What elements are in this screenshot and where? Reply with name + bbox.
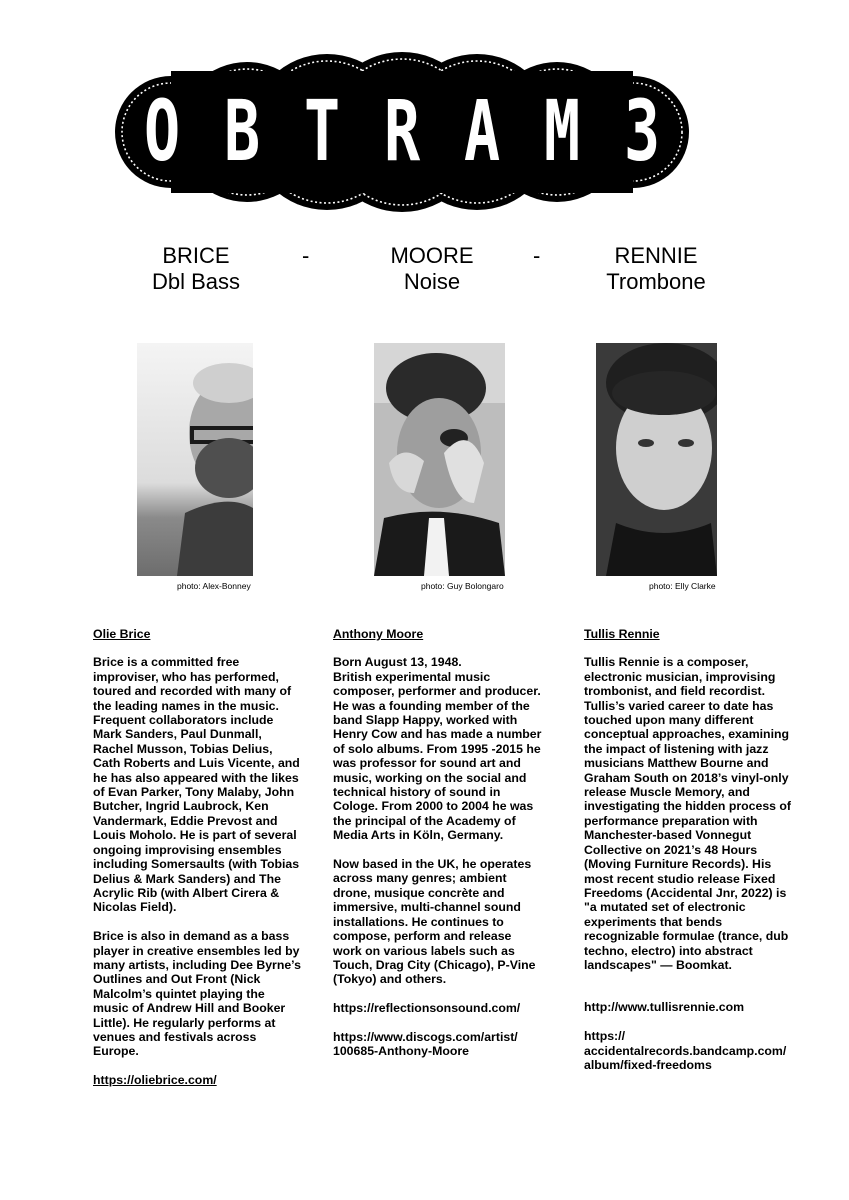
member-rennie bbox=[594, 243, 718, 295]
website-link[interactable]: https://reflectionsonsound.com/ bbox=[333, 1001, 521, 1016]
logo-letter: A bbox=[463, 83, 501, 181]
photo-credit: photo: Elly Clarke bbox=[649, 581, 716, 591]
photo-tullis-rennie bbox=[596, 343, 717, 576]
logo-letter: R bbox=[383, 83, 421, 181]
member-role: Dbl Bass bbox=[151, 269, 241, 294]
member-brice bbox=[140, 243, 252, 295]
logo-letter: B bbox=[223, 83, 261, 181]
photo-credit: photo: Alex-Bonney bbox=[177, 581, 251, 591]
bio-tullis-rennie bbox=[584, 627, 794, 1087]
bio-heading: Olie Brice bbox=[93, 627, 151, 641]
member-moore bbox=[376, 243, 488, 295]
member-name: BRICE bbox=[162, 243, 230, 268]
bio-heading: Anthony Moore bbox=[333, 627, 424, 641]
name-separator: - bbox=[302, 243, 310, 268]
logo-letter: T bbox=[303, 83, 341, 181]
member-role: Noise bbox=[403, 269, 461, 294]
bio-olie-brice bbox=[93, 627, 303, 1102]
name-separator: - bbox=[533, 243, 541, 268]
photo-anthony-moore bbox=[374, 343, 505, 576]
obtram3-logo bbox=[115, 43, 689, 221]
member-role: Trombone bbox=[606, 269, 706, 294]
bio-paragraph: Now based in the UK, he operates across many genres; ambient drone, musique concrète and immersive, multi-channel sound installations. He continues to compose, perform and release work on various labels such as Touch, Drag City (Chicago), P-Vine (Tokyo) and others. bbox=[333, 857, 536, 987]
photo-credit: photo: Guy Bolongaro bbox=[421, 581, 504, 591]
logo-letter: 3 bbox=[623, 83, 661, 181]
website-link[interactable]: https://oliebrice.com/ bbox=[93, 1073, 217, 1088]
discogs-link[interactable]: https://www.discogs.com/artist/ 100685-Anthony-Moore bbox=[333, 1029, 518, 1059]
bio-paragraph: Brice is also in demand as a bass player in creative ensembles led by many artists, including Dee Byrne’s Outlines and Out Front (Nick Malcolm’s quintet playing the music of Andrew Hill and Booker Little). He regularly performs at venues and festivals across Europe. bbox=[93, 929, 301, 1059]
member-name: MOORE bbox=[390, 243, 474, 268]
bio-paragraph: Tullis Rennie is a composer, electronic musician, improvising trombonist, and field recordist. Tullis’s varied career to date has touched upon many different conceptual approaches, examining the impact of listening with jazz musicians Matthew Bourne and Graham South on 2018’s vinyl-only release Muscle Memory, and investigating the hidden process of performance preparation with Manchester-based Vonnegut Collective on 2021’s 48 Hours (Moving Furniture Records). His most recent studio release Fixed Freedoms (Accidental Jnr, 2022) is "a mutated set of electronic experiments that bends recognizable formulae (trance, dub techno, electro) into abstract landscapes" — Boomkat. bbox=[584, 655, 792, 972]
bio-anthony-moore bbox=[333, 627, 543, 1073]
bandcamp-link[interactable]: https:// accidentalrecords.bandcamp.com/ album/fixed-freedoms bbox=[584, 1029, 787, 1072]
bio-paragraph: Born August 13, 1948. British experimental music composer, performer and producer. He was a founding member of the band Slapp Happy, worked with Henry Cow and has made a number of solo albums. From 1995 -2015 he was professor for sound art and music, working on the social and technical history of sound in Cologe. From 2000 to 2004 he was the principal of the Academy of Media Arts in Köln, Germany. bbox=[333, 655, 542, 843]
bio-paragraph: Brice is a committed free improviser, who has performed, toured and recorded with many of the leading names in the music. Frequent collaborators include Mark Sanders, Paul Dunmall, Rachel Musson, Tobias Delius, Cath Roberts and Luis Vicente, and he has also appeared with the likes of Evan Parker, Tony Malaby, John Butcher, Ingrid Laubrock, Ken Vandermark, Eddie Prevost and Louis Moholo. He is part of several ongoing improvising ensembles including Somersaults (with Tobias Delius & Mark Sanders) and The Acrylic Rib (with Albert Cirera & Nicolas Field). bbox=[93, 655, 300, 915]
photo-olie-brice bbox=[137, 343, 253, 576]
logo-letter: M bbox=[543, 83, 581, 181]
member-name: RENNIE bbox=[614, 243, 698, 268]
bio-heading: Tullis Rennie bbox=[584, 627, 660, 641]
website-link[interactable]: http://www.tullisrennie.com bbox=[584, 1000, 745, 1015]
logo-letter: O bbox=[143, 83, 181, 181]
